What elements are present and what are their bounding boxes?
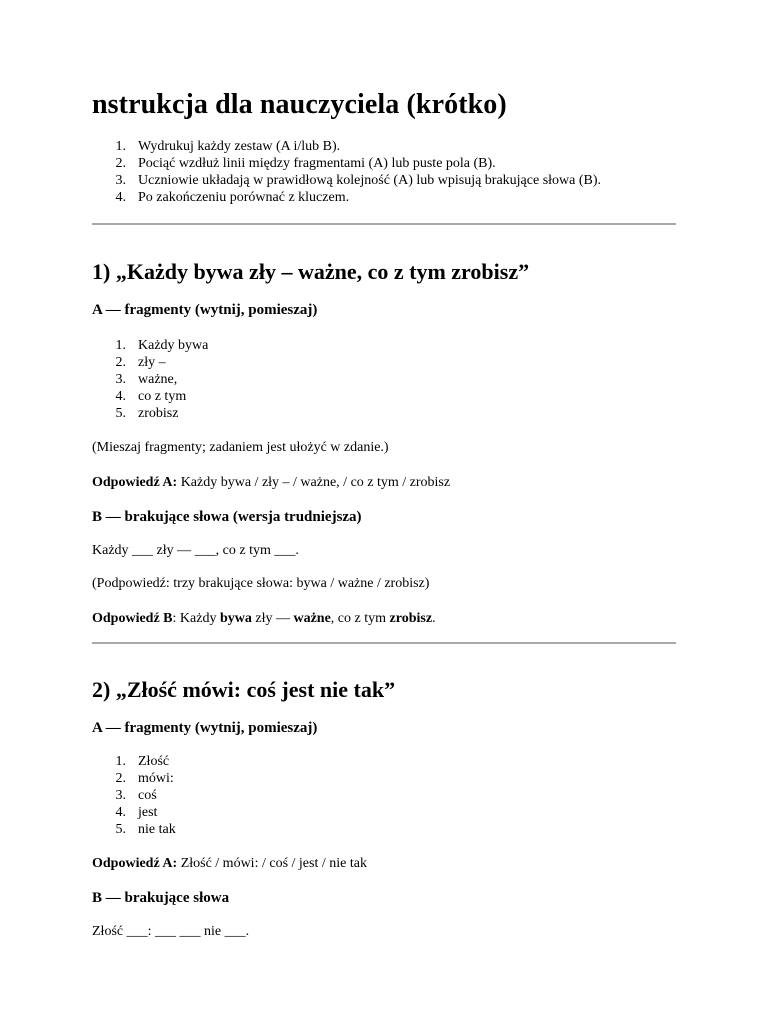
fragment-text: mówi: [138, 771, 174, 786]
list-item: 1. Wydrukuj każdy zestaw (A i/lub B). [115, 139, 341, 154]
list-item: 2. Pociąć wzdłuż linii między fragmentami (A) lub puste pola (B). [115, 156, 496, 171]
divider [92, 642, 676, 644]
list-item: 4. Po zakończeniu porównać z kluczem. [115, 190, 350, 205]
list-item: 2. mówi: [115, 771, 174, 786]
fragment-text: co z tym [138, 389, 187, 404]
list-item-text: Pociąć wzdłuż linii między fragmentami (A) lub puste pola (B). [138, 156, 496, 171]
section-1-answer-b: Odpowiedź B: Każdy bywa zły — ważne, co z tym zrobisz. [92, 611, 436, 626]
section-2-answer-a [92, 855, 676, 873]
answer-word: bywa [219, 611, 252, 626]
fragment-text: ważne, [138, 372, 178, 387]
answer-label: Odpowiedź A: [92, 856, 178, 871]
section-heading-1: 1) „Każdy bywa zły – ważne, co z tym zrobisz” [92, 259, 530, 284]
list-item: 3. coś [115, 788, 157, 803]
section-2-gap-text: Złość ___: ___ ___ nie ___. [92, 924, 250, 939]
section-2-a-heading: A — fragmenty (wytnij, pomieszaj) [92, 720, 318, 736]
section-1-answer-a [92, 474, 676, 492]
document-title: nstrukcja dla nauczyciela (krótko) [92, 89, 507, 120]
section-1-b-heading: B — brakujące słowa (wersja trudniejsza) [92, 509, 362, 525]
fragment-text: zrobisz [138, 406, 179, 421]
answer-label: Odpowiedź A: [92, 475, 178, 490]
fragment-text: coś [138, 788, 157, 803]
list-item: 1. Każdy bywa [115, 338, 209, 353]
section-1-gap-text: Każdy ___ zły — ___, co z tym ___. [92, 543, 299, 558]
fragment-text: Złość [138, 754, 170, 769]
list-item-text: Wydrukuj każdy zestaw (A i/lub B). [138, 139, 341, 154]
section-1-note: (Mieszaj fragmenty; zadaniem jest ułożyć w zdanie.) [92, 440, 389, 455]
section-1-a-heading: A — fragmenty (wytnij, pomieszaj) [92, 302, 318, 318]
section-1-hint: (Podpowiedź: trzy brakujące słowa: bywa / ważne / zrobisz) [92, 576, 430, 591]
list-item: 2. zły – [115, 355, 166, 370]
list-item-text: Uczniowie układają w prawidłową kolejność (A) lub wpisują brakujące słowa (B). [138, 173, 602, 188]
section-heading-2: 2) „Złość mówi: coś jest nie tak” [92, 677, 396, 702]
list-item: 5. nie tak [115, 822, 176, 837]
answer-word: zrobisz [389, 611, 433, 626]
fragment-text: zły – [138, 355, 166, 370]
list-item-text: Po zakończeniu porównać z kluczem. [138, 190, 350, 205]
fragment-text: jest [138, 805, 158, 820]
list-item: 4. jest [115, 805, 158, 820]
answer-label: Odpowiedź B [92, 611, 173, 626]
list-item: 4. co z tym [115, 389, 187, 404]
answer-word: ważne [293, 611, 331, 626]
fragment-text: Każdy bywa [138, 338, 209, 353]
section-1-fragments-list [92, 337, 676, 422]
divider [92, 223, 676, 225]
list-item: 3. Uczniowie układają w prawidłową kolejność (A) lub wpisują brakujące słowa (B). [115, 173, 602, 188]
fragment-text: nie tak [138, 822, 176, 837]
section-2-b-heading: B — brakujące słowa [92, 890, 230, 906]
section-2-fragments-list [92, 753, 676, 838]
answer-text: Każdy bywa / zły – / ważne, / co z tym / zrobisz [177, 475, 451, 490]
list-item: 5. zrobisz [115, 406, 179, 421]
list-item: 1. Złość [115, 754, 170, 769]
list-item: 3. ważne, [115, 372, 178, 387]
instructions-list [92, 138, 676, 206]
answer-text: Złość / mówi: / coś / jest / nie tak [177, 856, 367, 871]
